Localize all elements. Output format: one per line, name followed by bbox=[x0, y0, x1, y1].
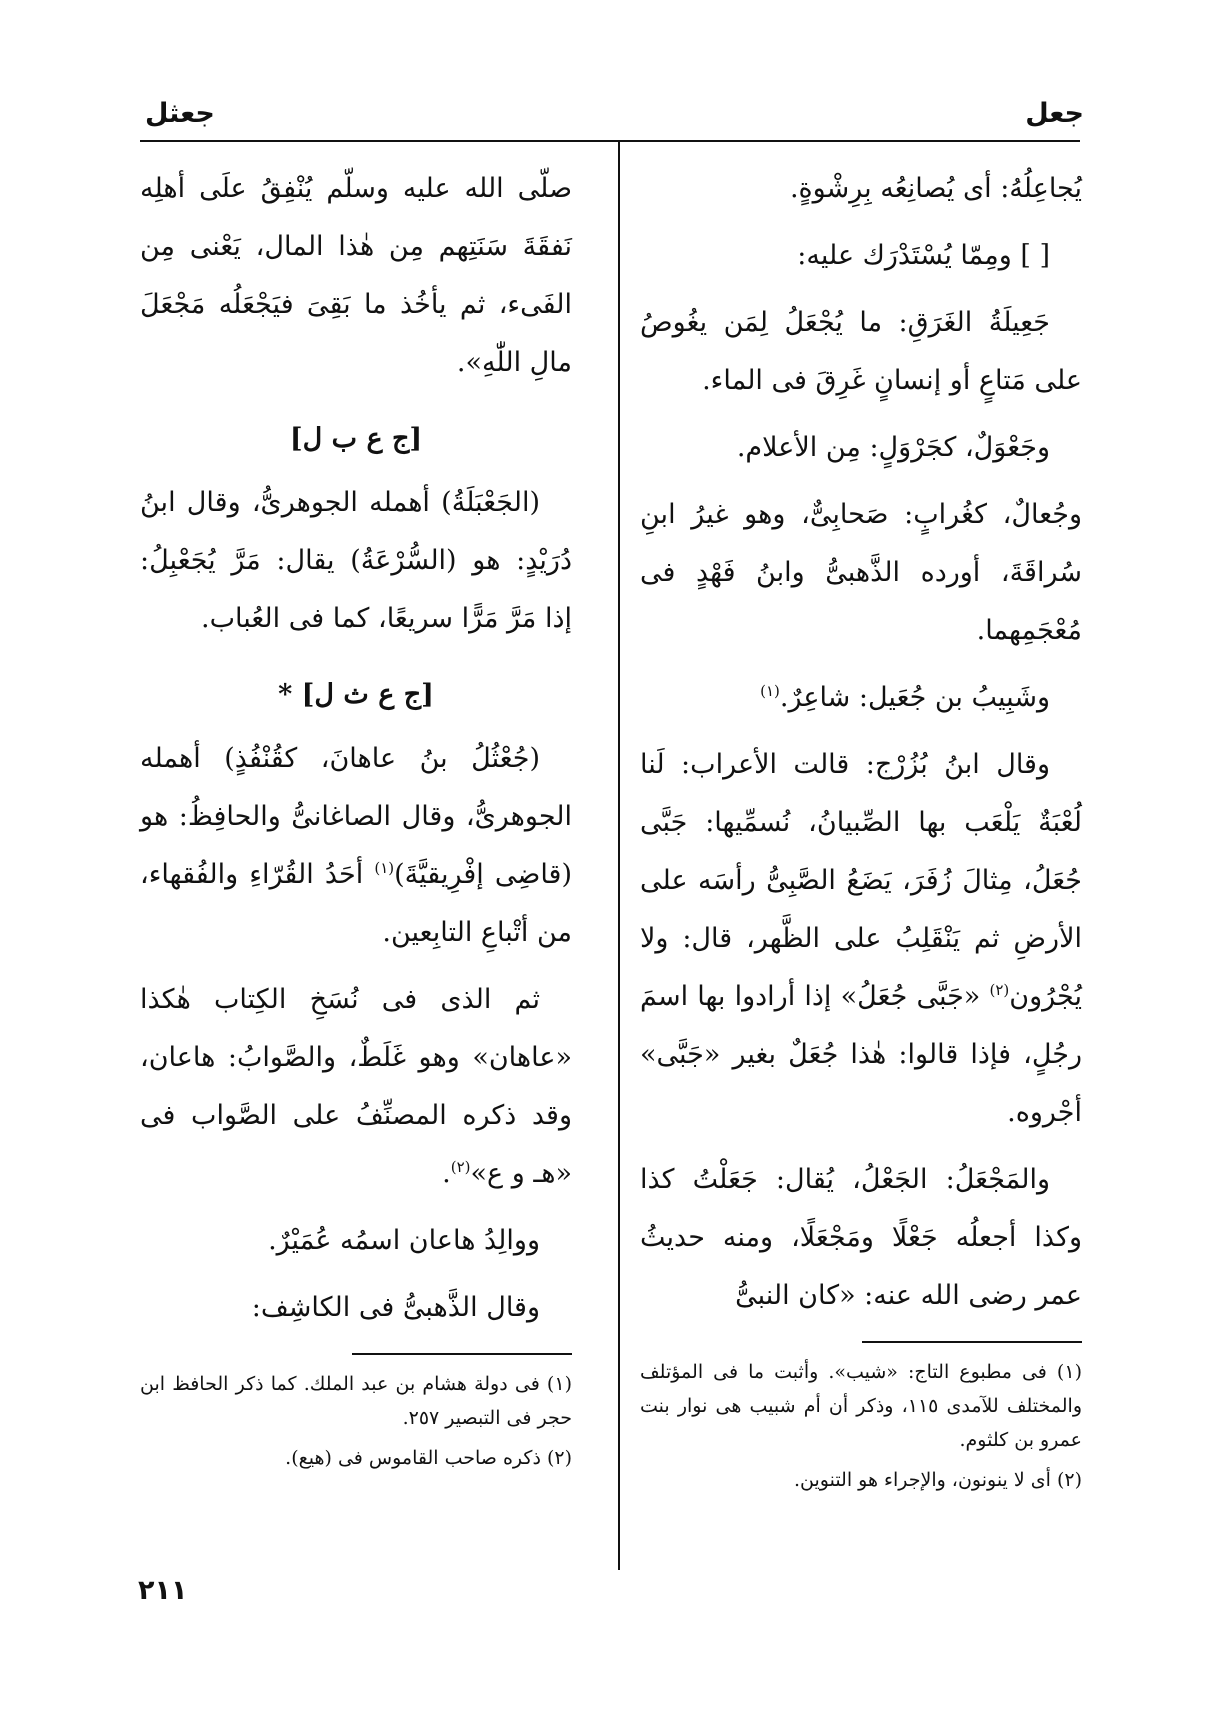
footnote-marker: (١) bbox=[760, 682, 780, 700]
paragraph bbox=[140, 730, 572, 962]
footnote: (١) فى دولة هشام بن عبد الملك. كما ذكر الحافظ ابن حجر فى التبصير ٢٥٧. bbox=[140, 1373, 572, 1429]
footnote-rule bbox=[352, 1353, 572, 1355]
paragraph-text: وقال ابنُ بُزُرْج: قالت الأعراب: لَنا لُعْبَةٌ يَلْعَب بها الصِّبيانُ، نُسمِّيها: جَبَّى جُعَلُ، مِثالَ زُفَرَ، يَضَعُ الصَّبِىُّ رأسَه على الأرضِ ثم يَنْقَلِبُ على الظَّهر، قال: ولا يُجْرُون bbox=[640, 749, 1082, 1012]
footnote: (٢) ذكره صاحب القاموس فى (هيع). bbox=[285, 1447, 572, 1469]
paragraph-text: وشَبِيبُ بن جُعَيل: شاعِرٌ. bbox=[779, 682, 1050, 713]
running-header-left: جعثل bbox=[145, 98, 215, 129]
paragraph: ووالِدُ هاعان اسمُه عُمَيْرٌ. bbox=[268, 1225, 540, 1256]
column-divider bbox=[618, 140, 620, 1570]
header-rule bbox=[140, 140, 1080, 142]
right-column bbox=[640, 160, 1082, 1503]
paragraph: يُجاعِلُهُ: أى يُصانِعُه بِرِشْوةٍ. bbox=[789, 173, 1082, 204]
footnote: (١) فى مطبوع التاج: «شيب». وأثبت ما فى المؤتلف والمختلف للآمدى ١١٥، وذكر أن أم شبيب هى نوار بنت عمرو بن كلثوم. bbox=[640, 1361, 1083, 1451]
running-header-right: جعل bbox=[1025, 98, 1084, 129]
paragraph: (الجَعْبَلَةُ) أهمله الجوهرىُّ، وقال ابنُ دُرَيْدٍ: هو (السُّرْعَةُ) يقال: مَرَّ يُجَعْبِلُ: إذا مَرَّ مَرًّا سريعًا، كما فى العُباب. bbox=[140, 487, 572, 634]
paragraph-text: (جُعْثُلُ بنُ عاهانَ، كقُنْفُذٍ) أهمله الجوهرىُّ، وقال الصاغانىُّ والحافِظُ: هو (قاضِى إفْرِيقيَّةَ) bbox=[140, 743, 572, 890]
paragraph: وجُعالٌ، كغُرابٍ: صَحابِىٌّ، وهو غيرُ ابنِ سُراقَةَ، أورده الذَّهبىُّ وابنُ فَهْدٍ فى مُعْجَمِهما. bbox=[640, 499, 1082, 646]
paragraph: [ ] ومِمّا يُسْتَدْرَك عليه: bbox=[797, 240, 1050, 271]
paragraph-text: أحَدُ القُرّاءِ والفُقهاء، من أتْباعِ التابِعين. bbox=[140, 859, 572, 948]
paragraph: وجَعْوَلٌ، كجَرْوَلٍ: مِن الأعلام. bbox=[736, 432, 1050, 463]
entry-heading: [ج ع ث ل] * bbox=[278, 679, 434, 710]
paragraph: وقال الذَّهبىُّ فى الكاشِف: bbox=[251, 1292, 540, 1323]
paragraph-text: ثم الذى فى نُسَخِ الكِتاب هٰكذا «عاهان» وهو غَلَطٌ، والصَّوابُ: هاعان، وقد ذكره المصنِّفُ على الصَّواب فى «هـ و ع» bbox=[140, 984, 572, 1189]
footnote-marker: (٢) bbox=[989, 981, 1010, 999]
paragraph bbox=[140, 971, 572, 1203]
entry-heading: [ج ع ب ل] bbox=[289, 423, 423, 454]
footnote-marker: (١) bbox=[374, 859, 395, 877]
footnote-marker: (٢) bbox=[450, 1158, 471, 1176]
paragraph-text: «جَبَّى جُعَلُ» إذا أرادوا بها اسمَ رجُلٍ، فإذا قالوا: هٰذا جُعَلٌ بغير «جَبَّى» أجْروه. bbox=[640, 981, 1082, 1128]
paragraph: جَعِيلَةُ الغَرَقِ: ما يُجْعَلُ لِمَن يغُوصُ على مَتاعٍ أو إنسانٍ غَرِقَ فى الماء. bbox=[640, 307, 1082, 396]
paragraph bbox=[640, 736, 1082, 1142]
left-column bbox=[140, 160, 572, 1481]
footnote-rule bbox=[862, 1341, 1082, 1343]
paragraph: والمَجْعَلُ: الجَعْلُ، يُقال: جَعَلْتُ كذا وكذا أجعلُه جَعْلًا ومَجْعَلًا، ومنه حديثُ عمر رضى الله عنه: «كان النبىُّ bbox=[640, 1164, 1082, 1311]
paragraph bbox=[640, 669, 1082, 727]
paragraph-text: . bbox=[442, 1158, 451, 1189]
page-number: ٢١١ bbox=[138, 1575, 188, 1606]
paragraph: صلّى الله عليه وسلّم يُنْفِقُ علَى أهلِه نَفقَةَ سَنَتِهم مِن هٰذا المال، يَعْنى مِن الفَىء، ثم يأخُذ ما بَقِىَ فيَجْعَلُه مَجْعَلَ مالِ اللّٰهِ». bbox=[140, 173, 572, 378]
footnote: (٢) أى لا ينونون، والإجراء هو التنوين. bbox=[793, 1469, 1082, 1491]
